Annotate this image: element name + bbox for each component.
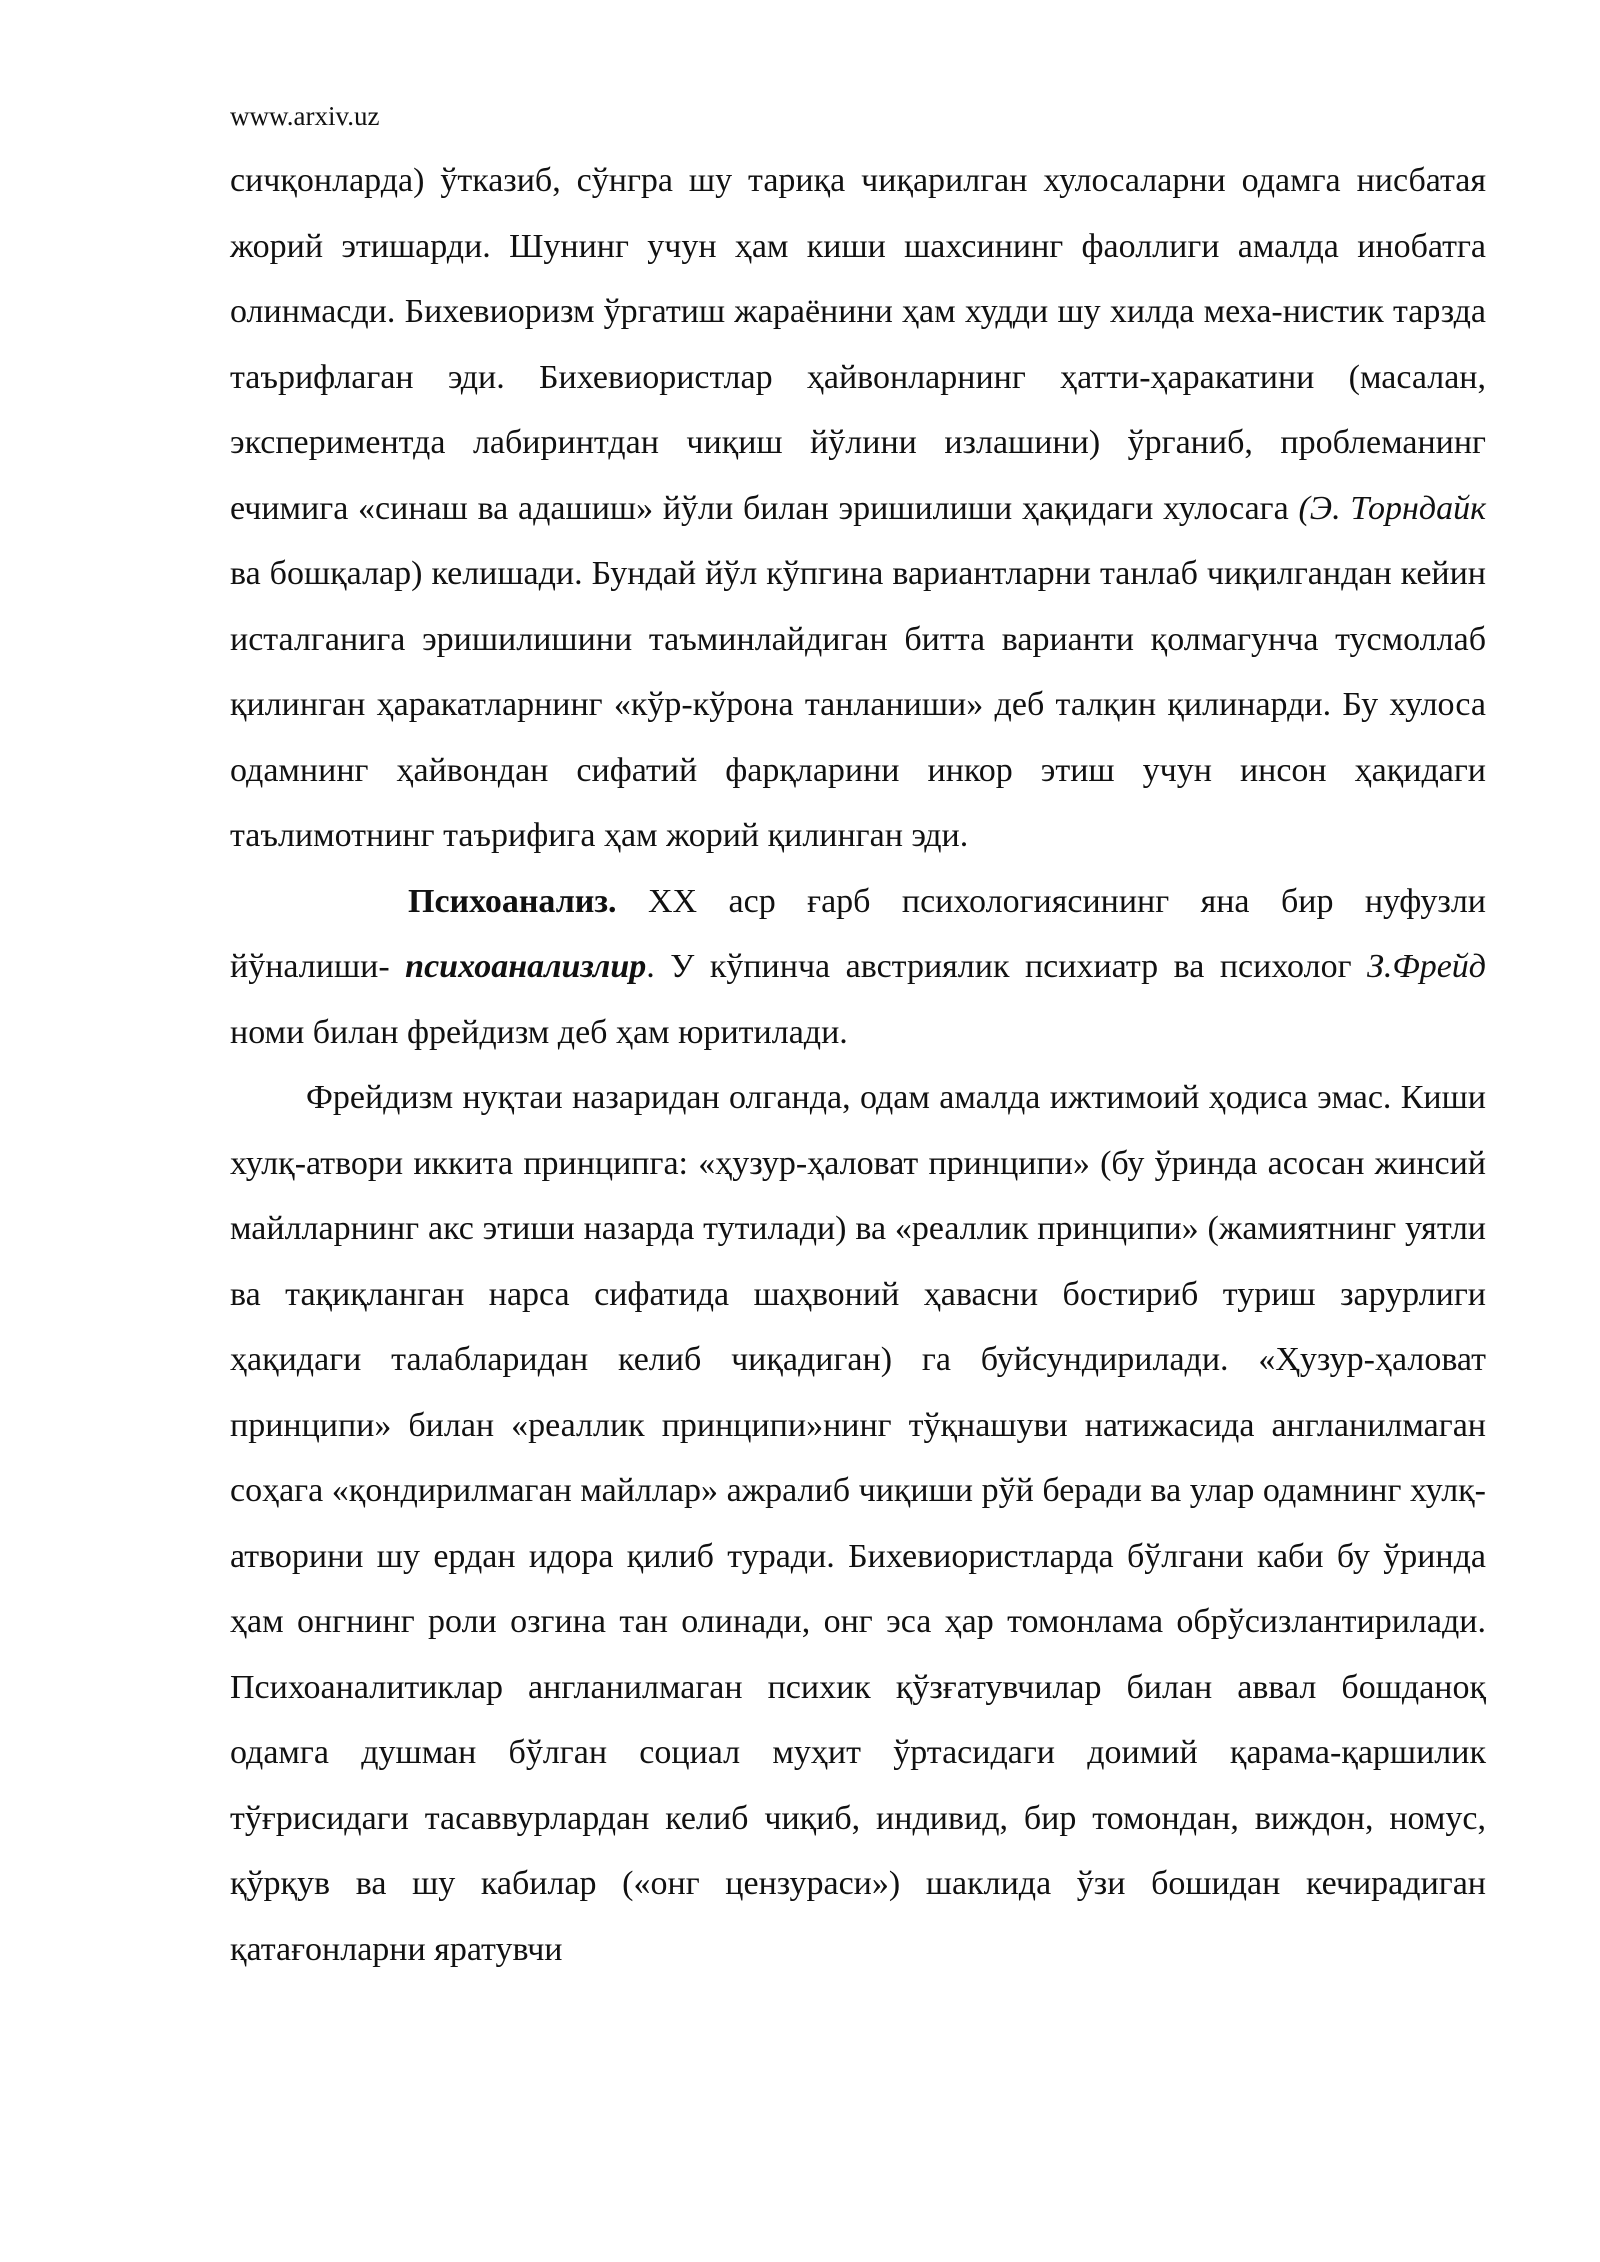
paragraph-text: номи билан фрейдизм деб ҳам юритилади. [230, 1013, 848, 1051]
paragraph-freudism [230, 1065, 1486, 1982]
term-psychoanalysis: психоанализлир [405, 948, 647, 985]
document-body [230, 148, 1486, 1982]
paragraph-psychoanalysis [230, 869, 1486, 1066]
person-freud: З.Фрейд [1367, 948, 1486, 985]
section-heading-psychoanalysis: Психоанализ. [408, 882, 617, 920]
site-url-header: www.arxiv.uz [230, 101, 380, 131]
paragraph-behaviorism [230, 148, 1486, 869]
paragraph-text: ва бошқалар) келишади. Бундай йўл кўпгина вариантларни танлаб чиқилгандан кейин исталганига эришилишини таъминлайдиган битта варианти қолмагунча тусмоллаб қилинган ҳаракатларнинг «кўр-кўрона танланиши» деб талқин қилинарди. Бу хулоса одамнинг ҳайвондан сифатий фарқларини инкор этиш учун инсон ҳақидаги таълимотнинг таърифига ҳам жорий қилинган эди. [230, 555, 1486, 854]
citation-thorndike: (Э. Торндайк [1298, 489, 1486, 527]
paragraph-text: сичқонларда) ўтказиб, сўнгра шу тариқа чиқарилган хулосаларни одамга нисбатая жорий этишарди. Шунинг учун ҳам киши шахсининг фаоллиги амалда инобатга олинмасди. Бихевиоризм ўргатиш жараёнини ҳам худди шу хилда меха-нистик тарзда таърифлаган эди. Бихевиористлар ҳайвонларнинг ҳатти-ҳаракатини (масалан, экспериментда лабиринтдан чиқиш йўлини излашини) ўрганиб, проблеманинг ечимига «синаш ва адашиш» йўли билан эришилиши ҳақидаги хулосага [230, 162, 1486, 527]
paragraph-text: Фрейдизм нуқтаи назаридан олганда, одам амалда ижтимоий ҳодиса эмас. Киши хулқ-атвори иккита принципга: «ҳузур-ҳаловат принципи» (бу ўринда асосан жинсий майлларнинг акс этиши назарда тутилади) ва «реаллик принципи» (жамиятнинг уятли ва тақиқланган нарса сифатида шаҳвоний ҳавасни бостириб туриш зарурлиги ҳақидаги талабларидан келиб чиқадиган) га буйсундирилади. «Ҳузур-ҳаловат принципи» билан «реаллик принципи»нинг тўқнашуви натижасида англанилмаган соҳага «қондирилмаган майллар» ажралиб чиқиши рўй беради ва улар одамнинг хулқ-атворини шу ердан идора қилиб туради. Бихевиористларда бўлгани каби бу ўринда ҳам онгнинг роли озгина тан олинади, онг эса ҳар томонлама обрўсизлантирилади. Психоаналитиклар англанилмаган психик қўзғатувчилар билан аввал бошданоқ одамга душман бўлган социал муҳит ўртасидаги доимий қарама-қаршилик тўғрисидаги тасаввурлардан келиб чиқиб, индивид, бир томондан, виждон, номус, қўрқув ва шу кабилар («онг цензураси») шаклида ўзи бошидан кечирадиган қатағонларни яратувчи [230, 1079, 1486, 1968]
paragraph-text: XX аср ғарб психологиясининг яна бир нуфузли йўналиши- [230, 882, 1486, 985]
paragraph-text: . У кўпинча австриялик психиатр ва психолог [646, 948, 1368, 985]
